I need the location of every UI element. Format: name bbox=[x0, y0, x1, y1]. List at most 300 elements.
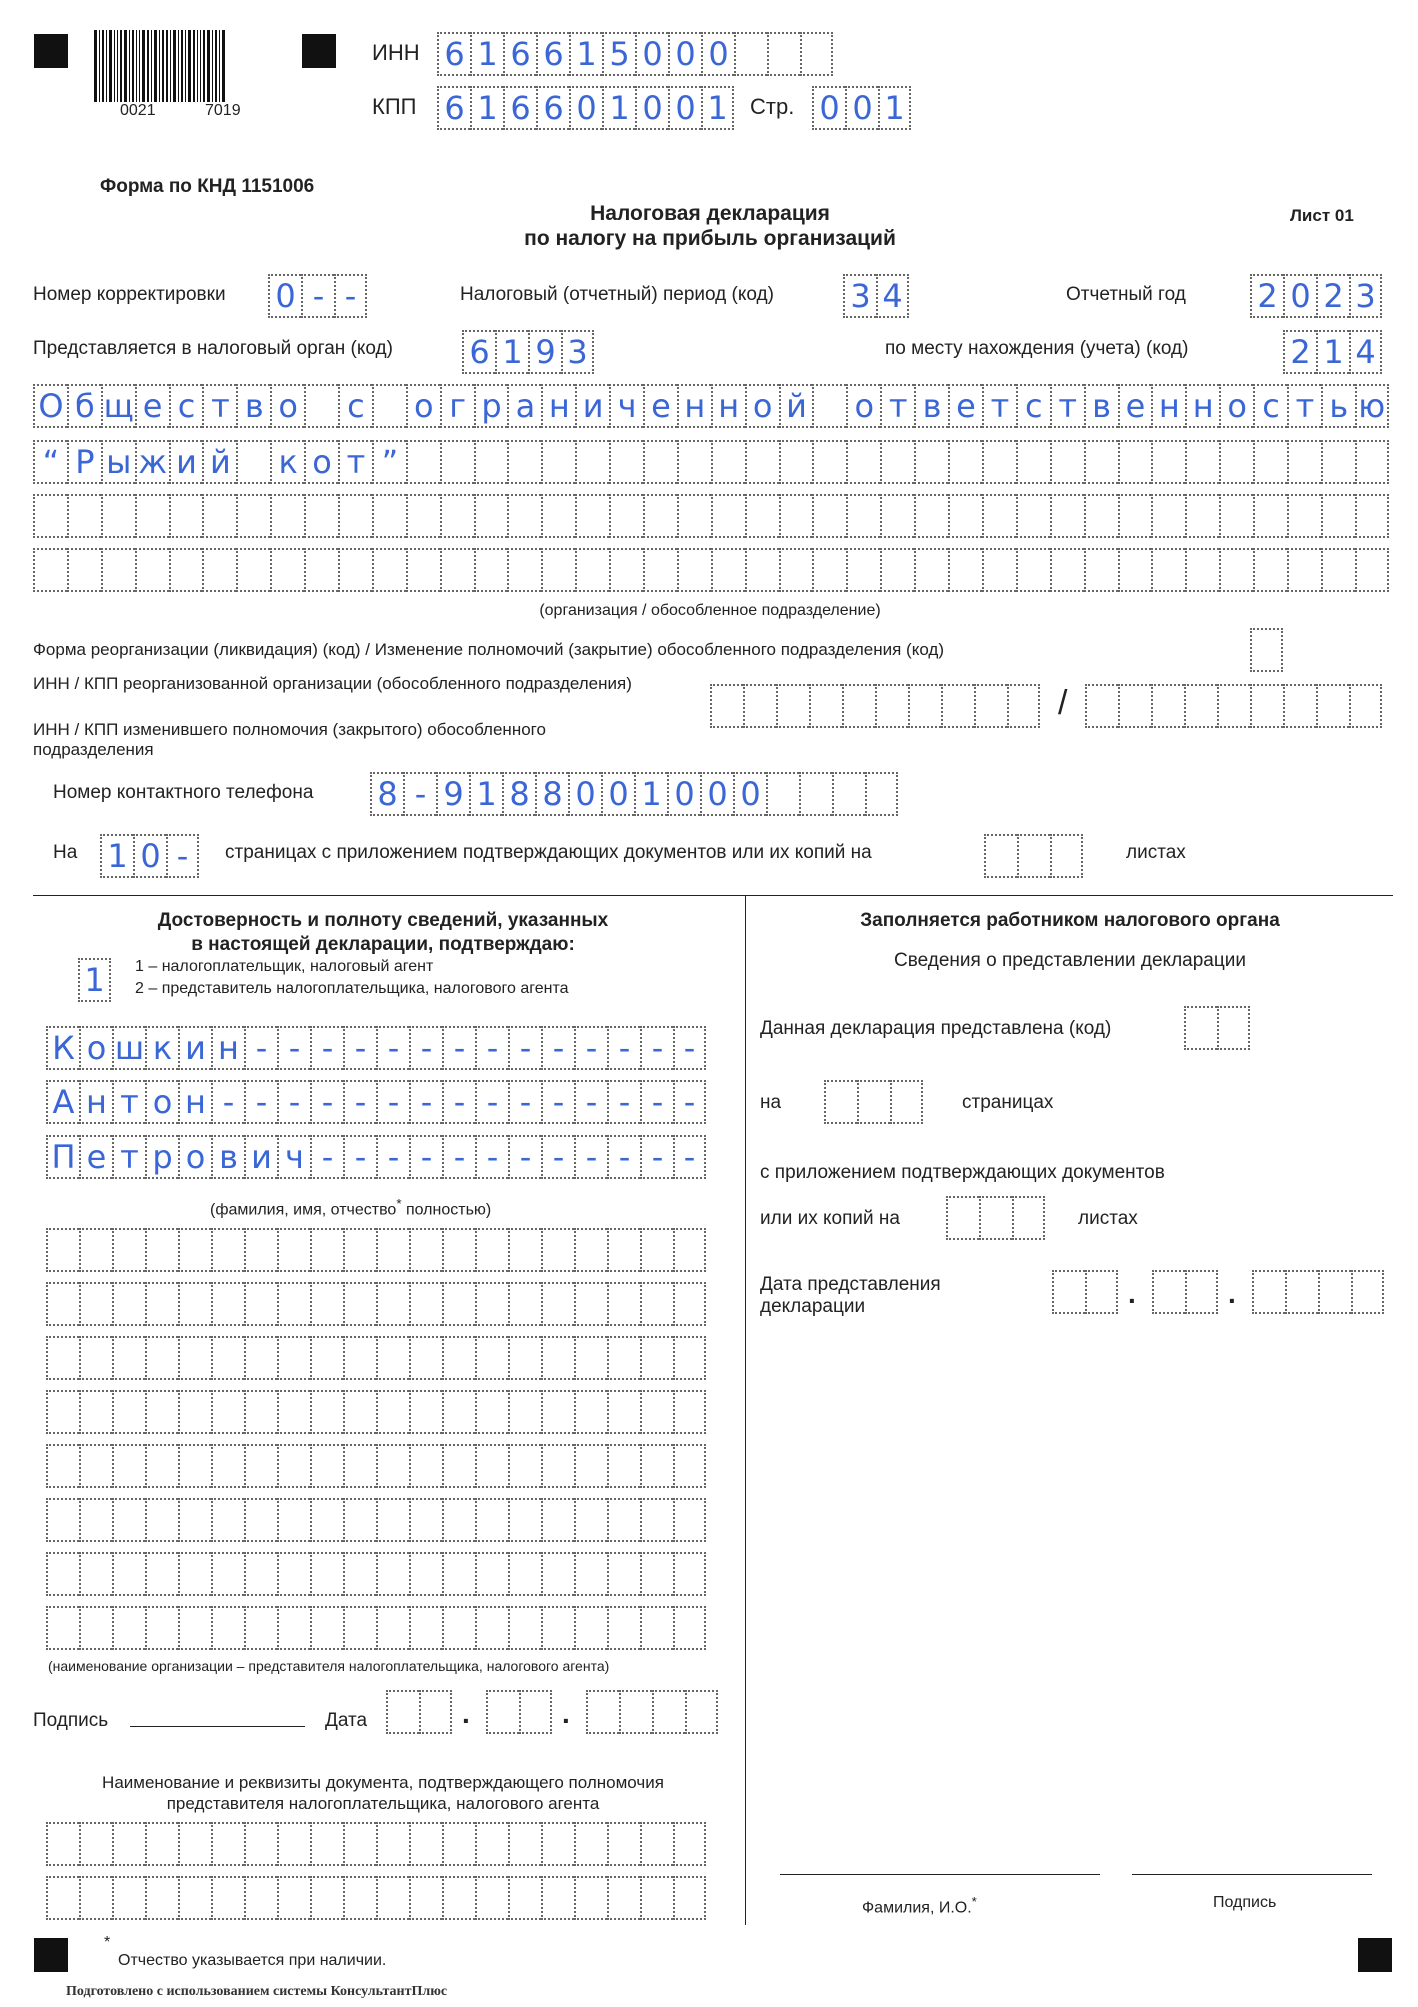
char-cell[interactable]: П bbox=[46, 1135, 79, 1179]
char-cell[interactable] bbox=[1250, 628, 1283, 672]
char-cell[interactable] bbox=[376, 1552, 409, 1596]
char-cell[interactable] bbox=[609, 440, 643, 484]
char-cell[interactable] bbox=[178, 1282, 211, 1326]
char-cell[interactable] bbox=[343, 1228, 376, 1272]
char-cell[interactable] bbox=[574, 1390, 607, 1434]
char-cell[interactable] bbox=[1151, 684, 1184, 728]
char-cell[interactable] bbox=[607, 1390, 640, 1434]
char-cell[interactable] bbox=[1283, 684, 1316, 728]
char-cell[interactable] bbox=[475, 1228, 508, 1272]
char-cell[interactable] bbox=[640, 1552, 673, 1596]
char-cell[interactable] bbox=[1253, 548, 1287, 592]
char-cell[interactable]: т bbox=[112, 1080, 145, 1124]
char-cell[interactable] bbox=[640, 1876, 673, 1920]
char-cell[interactable] bbox=[519, 1690, 552, 1734]
char-cell[interactable] bbox=[372, 494, 406, 538]
char-cell[interactable]: а bbox=[507, 384, 541, 428]
char-cell[interactable] bbox=[508, 1822, 541, 1866]
char-cell[interactable] bbox=[541, 1282, 574, 1326]
char-cell[interactable]: Р bbox=[67, 440, 101, 484]
char-cell[interactable]: - bbox=[475, 1135, 508, 1179]
char-cell[interactable]: - bbox=[640, 1135, 673, 1179]
char-cell[interactable] bbox=[541, 1552, 574, 1596]
char-cell[interactable] bbox=[1084, 440, 1118, 484]
char-cell[interactable] bbox=[79, 1822, 112, 1866]
char-cell[interactable]: р bbox=[145, 1135, 178, 1179]
officer-pages-field[interactable] bbox=[824, 1080, 923, 1124]
char-cell[interactable] bbox=[46, 1552, 79, 1596]
char-cell[interactable] bbox=[409, 1336, 442, 1380]
char-cell[interactable]: с bbox=[1016, 384, 1050, 428]
char-cell[interactable] bbox=[574, 1498, 607, 1542]
period-field[interactable] bbox=[843, 274, 909, 318]
char-cell[interactable] bbox=[1085, 684, 1118, 728]
char-cell[interactable] bbox=[1185, 1270, 1218, 1314]
char-cell[interactable]: 0 bbox=[268, 274, 301, 318]
char-cell[interactable] bbox=[112, 1282, 145, 1326]
char-cell[interactable] bbox=[1184, 1006, 1217, 1050]
char-cell[interactable] bbox=[169, 494, 203, 538]
char-cell[interactable] bbox=[211, 1444, 244, 1488]
officer-sign-line[interactable] bbox=[1132, 1874, 1372, 1875]
char-cell[interactable]: т bbox=[1050, 384, 1084, 428]
char-cell[interactable] bbox=[673, 1336, 706, 1380]
char-cell[interactable] bbox=[640, 1282, 673, 1326]
char-cell[interactable]: 1 bbox=[1316, 330, 1349, 374]
char-cell[interactable] bbox=[880, 440, 914, 484]
rep-org-row-1[interactable] bbox=[46, 1228, 706, 1272]
char-cell[interactable] bbox=[1355, 494, 1389, 538]
char-cell[interactable] bbox=[609, 548, 643, 592]
char-cell[interactable] bbox=[442, 1606, 475, 1650]
char-cell[interactable] bbox=[310, 1390, 343, 1434]
rep-org-row-5[interactable] bbox=[46, 1444, 706, 1488]
char-cell[interactable] bbox=[178, 1336, 211, 1380]
officer-fio-line[interactable] bbox=[780, 1874, 1100, 1875]
char-cell[interactable] bbox=[79, 1552, 112, 1596]
char-cell[interactable] bbox=[880, 548, 914, 592]
char-cell[interactable] bbox=[112, 1552, 145, 1596]
char-cell[interactable] bbox=[277, 1498, 310, 1542]
char-cell[interactable]: ш bbox=[112, 1026, 145, 1070]
char-cell[interactable]: й bbox=[202, 440, 236, 484]
char-cell[interactable] bbox=[1016, 440, 1050, 484]
char-cell[interactable] bbox=[673, 1552, 706, 1596]
char-cell[interactable] bbox=[343, 1822, 376, 1866]
char-cell[interactable]: 0 bbox=[701, 32, 734, 76]
char-cell[interactable]: 3 bbox=[1349, 274, 1382, 318]
char-cell[interactable]: 5 bbox=[602, 32, 635, 76]
char-cell[interactable] bbox=[277, 1390, 310, 1434]
submission-date-year[interactable] bbox=[1252, 1270, 1384, 1314]
char-cell[interactable] bbox=[846, 548, 880, 592]
char-cell[interactable] bbox=[982, 494, 1016, 538]
char-cell[interactable] bbox=[33, 548, 67, 592]
char-cell[interactable] bbox=[1050, 834, 1083, 878]
char-cell[interactable] bbox=[442, 1282, 475, 1326]
char-cell[interactable] bbox=[236, 440, 270, 484]
char-cell[interactable] bbox=[710, 684, 743, 728]
char-cell[interactable] bbox=[46, 1876, 79, 1920]
char-cell[interactable]: о bbox=[846, 384, 880, 428]
char-cell[interactable] bbox=[1184, 684, 1217, 728]
char-cell[interactable] bbox=[376, 1822, 409, 1866]
char-cell[interactable]: 1 bbox=[569, 32, 602, 76]
char-cell[interactable]: - bbox=[409, 1135, 442, 1179]
char-cell[interactable] bbox=[409, 1552, 442, 1596]
org-name-row-3[interactable] bbox=[33, 494, 1389, 538]
char-cell[interactable] bbox=[442, 1336, 475, 1380]
char-cell[interactable] bbox=[409, 1282, 442, 1326]
char-cell[interactable]: - bbox=[442, 1080, 475, 1124]
char-cell[interactable] bbox=[46, 1390, 79, 1434]
char-cell[interactable] bbox=[607, 1228, 640, 1272]
char-cell[interactable] bbox=[1050, 548, 1084, 592]
char-cell[interactable]: 1 bbox=[469, 772, 502, 816]
char-cell[interactable] bbox=[474, 494, 508, 538]
char-cell[interactable] bbox=[33, 494, 67, 538]
char-cell[interactable]: н bbox=[211, 1026, 244, 1070]
char-cell[interactable] bbox=[178, 1228, 211, 1272]
char-cell[interactable] bbox=[343, 1876, 376, 1920]
char-cell[interactable]: 6 bbox=[437, 86, 470, 130]
char-cell[interactable]: в bbox=[236, 384, 270, 428]
phone-field[interactable] bbox=[370, 772, 898, 816]
char-cell[interactable] bbox=[211, 1876, 244, 1920]
char-cell[interactable] bbox=[406, 494, 440, 538]
char-cell[interactable]: т bbox=[982, 384, 1016, 428]
char-cell[interactable] bbox=[112, 1228, 145, 1272]
char-cell[interactable]: - bbox=[508, 1026, 541, 1070]
char-cell[interactable]: е bbox=[643, 384, 677, 428]
char-cell[interactable] bbox=[178, 1498, 211, 1542]
char-cell[interactable] bbox=[46, 1336, 79, 1380]
char-cell[interactable] bbox=[507, 440, 541, 484]
char-cell[interactable]: - bbox=[166, 834, 199, 878]
char-cell[interactable]: - bbox=[403, 772, 436, 816]
char-cell[interactable] bbox=[277, 1282, 310, 1326]
char-cell[interactable]: 1 bbox=[634, 772, 667, 816]
char-cell[interactable] bbox=[79, 1336, 112, 1380]
char-cell[interactable] bbox=[46, 1282, 79, 1326]
char-cell[interactable] bbox=[442, 1822, 475, 1866]
char-cell[interactable]: о bbox=[178, 1135, 211, 1179]
char-cell[interactable]: в bbox=[211, 1135, 244, 1179]
char-cell[interactable] bbox=[178, 1876, 211, 1920]
char-cell[interactable]: 0 bbox=[635, 86, 668, 130]
char-cell[interactable] bbox=[1016, 548, 1050, 592]
char-cell[interactable] bbox=[541, 1336, 574, 1380]
role-field[interactable] bbox=[78, 958, 111, 1002]
reorg-kpp-field[interactable] bbox=[1085, 684, 1382, 728]
char-cell[interactable] bbox=[376, 1336, 409, 1380]
char-cell[interactable] bbox=[145, 1876, 178, 1920]
char-cell[interactable] bbox=[79, 1444, 112, 1488]
char-cell[interactable] bbox=[677, 440, 711, 484]
char-cell[interactable] bbox=[508, 1498, 541, 1542]
char-cell[interactable] bbox=[643, 494, 677, 538]
char-cell[interactable] bbox=[112, 1498, 145, 1542]
char-cell[interactable] bbox=[734, 32, 767, 76]
char-cell[interactable] bbox=[310, 1552, 343, 1596]
char-cell[interactable]: 0 bbox=[668, 86, 701, 130]
char-cell[interactable]: 3 bbox=[843, 274, 876, 318]
char-cell[interactable] bbox=[112, 1336, 145, 1380]
char-cell[interactable] bbox=[376, 1390, 409, 1434]
char-cell[interactable] bbox=[310, 1282, 343, 1326]
char-cell[interactable]: о bbox=[745, 384, 779, 428]
signature-line[interactable] bbox=[130, 1726, 305, 1727]
char-cell[interactable]: о bbox=[145, 1080, 178, 1124]
char-cell[interactable]: т bbox=[1287, 384, 1321, 428]
char-cell[interactable]: - bbox=[277, 1026, 310, 1070]
char-cell[interactable] bbox=[343, 1282, 376, 1326]
char-cell[interactable] bbox=[46, 1822, 79, 1866]
char-cell[interactable]: - bbox=[376, 1135, 409, 1179]
char-cell[interactable] bbox=[178, 1822, 211, 1866]
char-cell[interactable] bbox=[277, 1228, 310, 1272]
char-cell[interactable]: - bbox=[640, 1026, 673, 1070]
char-cell[interactable] bbox=[343, 1498, 376, 1542]
char-cell[interactable]: о bbox=[270, 384, 304, 428]
char-cell[interactable]: - bbox=[343, 1026, 376, 1070]
char-cell[interactable] bbox=[685, 1690, 718, 1734]
char-cell[interactable]: и bbox=[575, 384, 609, 428]
char-cell[interactable]: к bbox=[270, 440, 304, 484]
char-cell[interactable] bbox=[745, 440, 779, 484]
char-cell[interactable] bbox=[145, 1552, 178, 1596]
char-cell[interactable] bbox=[442, 1552, 475, 1596]
char-cell[interactable]: 8 bbox=[502, 772, 535, 816]
char-cell[interactable] bbox=[442, 1444, 475, 1488]
doc-row-2[interactable] bbox=[46, 1876, 706, 1920]
char-cell[interactable] bbox=[343, 1444, 376, 1488]
char-cell[interactable] bbox=[507, 494, 541, 538]
char-cell[interactable] bbox=[270, 494, 304, 538]
char-cell[interactable] bbox=[974, 684, 1007, 728]
char-cell[interactable] bbox=[673, 1228, 706, 1272]
char-cell[interactable]: - bbox=[607, 1135, 640, 1179]
char-cell[interactable]: - bbox=[376, 1026, 409, 1070]
char-cell[interactable] bbox=[475, 1444, 508, 1488]
char-cell[interactable] bbox=[442, 1498, 475, 1542]
char-cell[interactable] bbox=[211, 1552, 244, 1596]
char-cell[interactable] bbox=[776, 684, 809, 728]
char-cell[interactable]: н bbox=[541, 384, 575, 428]
char-cell[interactable] bbox=[541, 440, 575, 484]
char-cell[interactable] bbox=[673, 1498, 706, 1542]
char-cell[interactable]: н bbox=[1151, 384, 1185, 428]
char-cell[interactable] bbox=[211, 1822, 244, 1866]
char-cell[interactable] bbox=[800, 32, 833, 76]
char-cell[interactable]: А bbox=[46, 1080, 79, 1124]
char-cell[interactable]: 0 bbox=[668, 32, 701, 76]
char-cell[interactable] bbox=[486, 1690, 519, 1734]
char-cell[interactable] bbox=[474, 548, 508, 592]
char-cell[interactable]: 0 bbox=[733, 772, 766, 816]
char-cell[interactable] bbox=[711, 440, 745, 484]
char-cell[interactable] bbox=[508, 1876, 541, 1920]
char-cell[interactable] bbox=[607, 1282, 640, 1326]
char-cell[interactable]: - bbox=[244, 1026, 277, 1070]
char-cell[interactable] bbox=[880, 494, 914, 538]
char-cell[interactable] bbox=[1151, 494, 1185, 538]
char-cell[interactable]: - bbox=[574, 1026, 607, 1070]
char-cell[interactable] bbox=[508, 1390, 541, 1434]
char-cell[interactable]: - bbox=[409, 1080, 442, 1124]
char-cell[interactable] bbox=[211, 1606, 244, 1650]
rep-org-row-8[interactable] bbox=[46, 1606, 706, 1650]
char-cell[interactable] bbox=[386, 1690, 419, 1734]
char-cell[interactable]: 0 bbox=[845, 86, 878, 130]
char-cell[interactable] bbox=[914, 548, 948, 592]
char-cell[interactable] bbox=[1318, 1270, 1351, 1314]
char-cell[interactable] bbox=[304, 548, 338, 592]
char-cell[interactable] bbox=[1287, 494, 1321, 538]
char-cell[interactable] bbox=[779, 440, 813, 484]
char-cell[interactable] bbox=[79, 1228, 112, 1272]
char-cell[interactable] bbox=[1185, 494, 1219, 538]
char-cell[interactable]: 0 bbox=[568, 772, 601, 816]
char-cell[interactable]: к bbox=[145, 1026, 178, 1070]
char-cell[interactable] bbox=[46, 1444, 79, 1488]
char-cell[interactable] bbox=[767, 32, 800, 76]
char-cell[interactable] bbox=[1017, 834, 1050, 878]
char-cell[interactable] bbox=[135, 548, 169, 592]
char-cell[interactable] bbox=[244, 1498, 277, 1542]
char-cell[interactable]: - bbox=[475, 1080, 508, 1124]
char-cell[interactable] bbox=[376, 1444, 409, 1488]
char-cell[interactable] bbox=[343, 1336, 376, 1380]
char-cell[interactable] bbox=[673, 1822, 706, 1866]
rep-org-row-7[interactable] bbox=[46, 1552, 706, 1596]
char-cell[interactable]: н bbox=[711, 384, 745, 428]
char-cell[interactable] bbox=[409, 1876, 442, 1920]
char-cell[interactable]: о bbox=[406, 384, 440, 428]
char-cell[interactable] bbox=[984, 834, 1017, 878]
char-cell[interactable]: - bbox=[301, 274, 334, 318]
char-cell[interactable]: - bbox=[310, 1135, 343, 1179]
char-cell[interactable] bbox=[541, 548, 575, 592]
char-cell[interactable] bbox=[1084, 548, 1118, 592]
char-cell[interactable] bbox=[574, 1822, 607, 1866]
authority-field[interactable] bbox=[462, 330, 594, 374]
char-cell[interactable] bbox=[277, 1606, 310, 1650]
char-cell[interactable]: и bbox=[169, 440, 203, 484]
char-cell[interactable] bbox=[79, 1282, 112, 1326]
char-cell[interactable] bbox=[508, 1552, 541, 1596]
char-cell[interactable] bbox=[277, 1552, 310, 1596]
rep-org-row-3[interactable] bbox=[46, 1336, 706, 1380]
char-cell[interactable] bbox=[310, 1876, 343, 1920]
char-cell[interactable] bbox=[575, 440, 609, 484]
org-name-row-1[interactable] bbox=[33, 384, 1389, 428]
char-cell[interactable] bbox=[442, 1390, 475, 1434]
char-cell[interactable] bbox=[145, 1390, 178, 1434]
char-cell[interactable] bbox=[673, 1876, 706, 1920]
char-cell[interactable] bbox=[1321, 494, 1355, 538]
char-cell[interactable] bbox=[640, 1390, 673, 1434]
char-cell[interactable] bbox=[541, 1444, 574, 1488]
char-cell[interactable] bbox=[541, 494, 575, 538]
char-cell[interactable] bbox=[277, 1336, 310, 1380]
char-cell[interactable] bbox=[1355, 440, 1389, 484]
char-cell[interactable] bbox=[1007, 684, 1040, 728]
char-cell[interactable] bbox=[310, 1822, 343, 1866]
char-cell[interactable] bbox=[1012, 1196, 1045, 1240]
char-cell[interactable]: - bbox=[343, 1135, 376, 1179]
presented-code-field[interactable] bbox=[1184, 1006, 1250, 1050]
char-cell[interactable] bbox=[112, 1606, 145, 1650]
char-cell[interactable] bbox=[1217, 1006, 1250, 1050]
char-cell[interactable] bbox=[652, 1690, 685, 1734]
char-cell[interactable] bbox=[979, 1196, 1012, 1240]
char-cell[interactable]: 0 bbox=[133, 834, 166, 878]
char-cell[interactable] bbox=[338, 494, 372, 538]
char-cell[interactable] bbox=[1321, 548, 1355, 592]
inn-field[interactable] bbox=[437, 32, 833, 76]
char-cell[interactable] bbox=[442, 1876, 475, 1920]
char-cell[interactable]: т bbox=[880, 384, 914, 428]
char-cell[interactable]: о bbox=[1219, 384, 1253, 428]
char-cell[interactable] bbox=[1219, 548, 1253, 592]
char-cell[interactable] bbox=[338, 548, 372, 592]
char-cell[interactable] bbox=[244, 1606, 277, 1650]
char-cell[interactable] bbox=[1084, 494, 1118, 538]
char-cell[interactable] bbox=[842, 684, 875, 728]
char-cell[interactable] bbox=[575, 548, 609, 592]
char-cell[interactable]: - bbox=[541, 1026, 574, 1070]
char-cell[interactable]: 0 bbox=[812, 86, 845, 130]
char-cell[interactable] bbox=[67, 494, 101, 538]
char-cell[interactable]: - bbox=[343, 1080, 376, 1124]
char-cell[interactable] bbox=[677, 494, 711, 538]
char-cell[interactable] bbox=[244, 1552, 277, 1596]
char-cell[interactable]: 1 bbox=[878, 86, 911, 130]
org-name-row-4[interactable] bbox=[33, 548, 1389, 592]
char-cell[interactable]: 0 bbox=[569, 86, 602, 130]
char-cell[interactable]: - bbox=[607, 1080, 640, 1124]
char-cell[interactable] bbox=[475, 1552, 508, 1596]
char-cell[interactable]: о bbox=[304, 440, 338, 484]
char-cell[interactable] bbox=[1118, 684, 1151, 728]
char-cell[interactable] bbox=[79, 1606, 112, 1650]
char-cell[interactable] bbox=[409, 1228, 442, 1272]
char-cell[interactable] bbox=[145, 1444, 178, 1488]
char-cell[interactable]: и bbox=[244, 1135, 277, 1179]
char-cell[interactable]: в bbox=[914, 384, 948, 428]
char-cell[interactable] bbox=[574, 1444, 607, 1488]
char-cell[interactable] bbox=[508, 1444, 541, 1488]
char-cell[interactable] bbox=[67, 548, 101, 592]
char-cell[interactable] bbox=[145, 1498, 178, 1542]
char-cell[interactable] bbox=[244, 1336, 277, 1380]
char-cell[interactable]: - bbox=[376, 1080, 409, 1124]
kpp-field[interactable] bbox=[437, 86, 734, 130]
char-cell[interactable] bbox=[586, 1690, 619, 1734]
char-cell[interactable]: 0 bbox=[667, 772, 700, 816]
char-cell[interactable] bbox=[178, 1552, 211, 1596]
char-cell[interactable] bbox=[607, 1876, 640, 1920]
char-cell[interactable] bbox=[541, 1822, 574, 1866]
char-cell[interactable]: г bbox=[440, 384, 474, 428]
char-cell[interactable] bbox=[640, 1606, 673, 1650]
char-cell[interactable] bbox=[112, 1390, 145, 1434]
char-cell[interactable] bbox=[619, 1690, 652, 1734]
char-cell[interactable] bbox=[541, 1498, 574, 1542]
char-cell[interactable] bbox=[832, 772, 865, 816]
char-cell[interactable] bbox=[846, 440, 880, 484]
